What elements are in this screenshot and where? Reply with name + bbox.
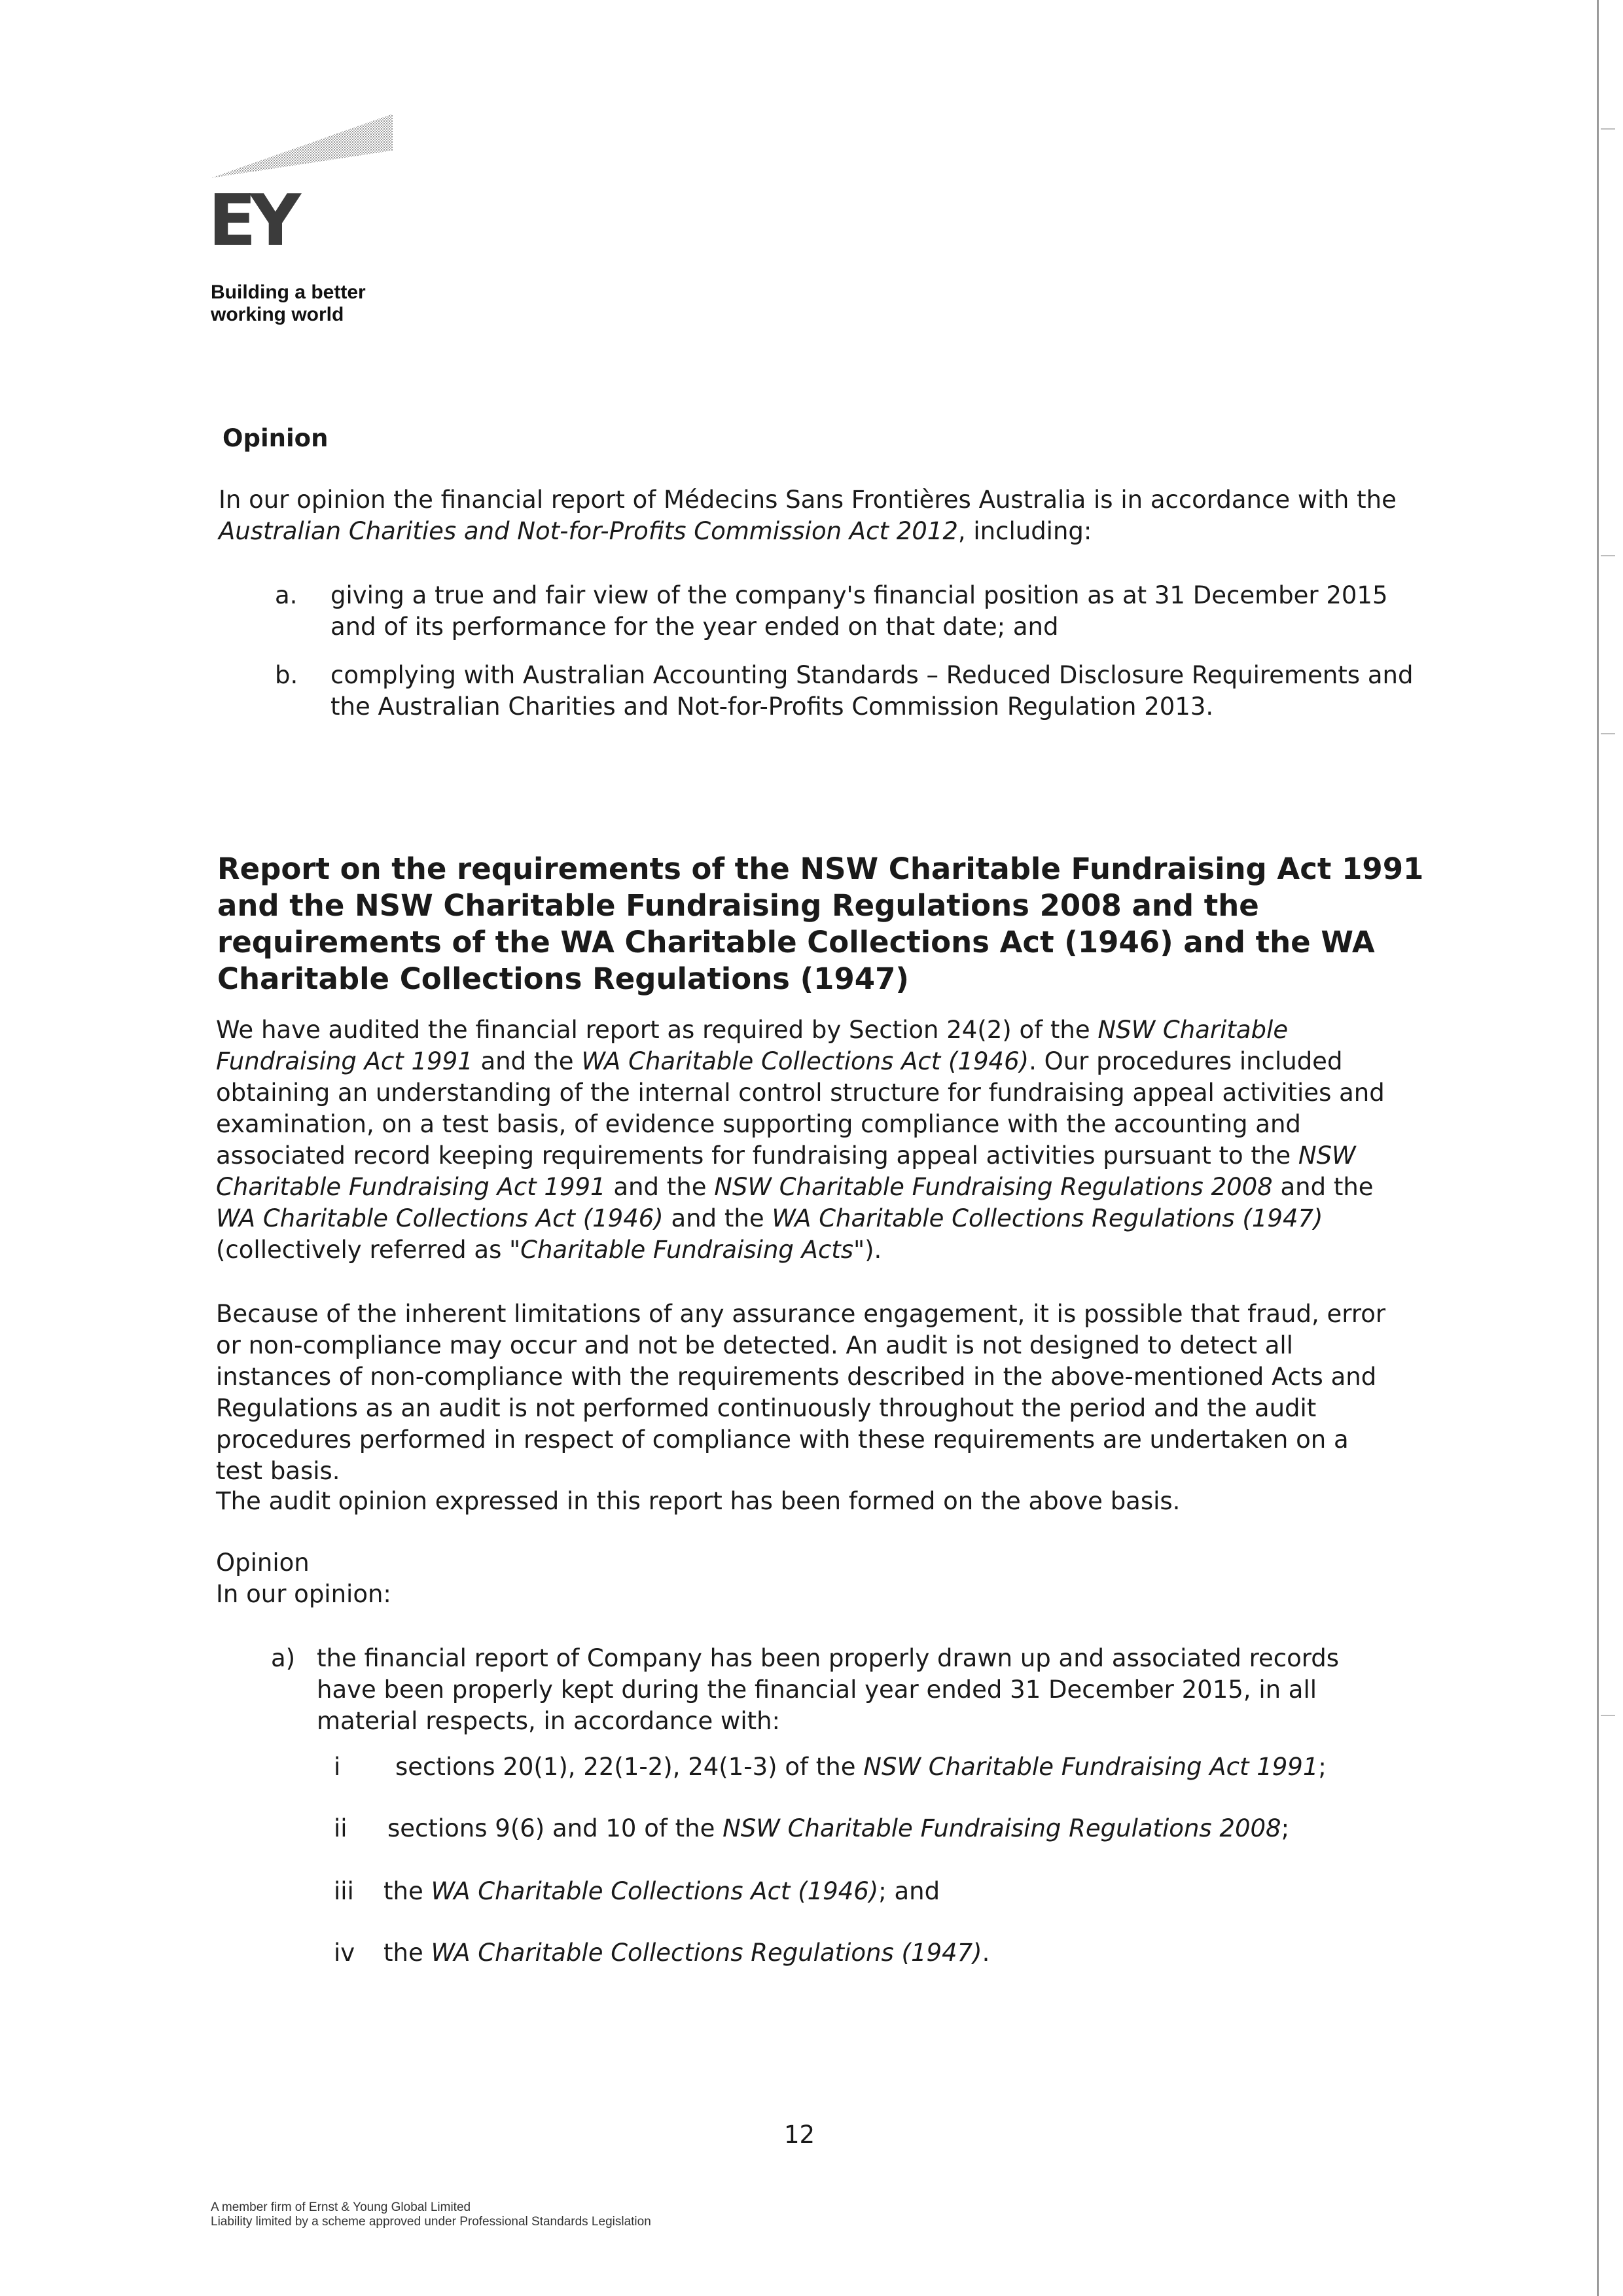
opinion-heading: Opinion bbox=[223, 424, 329, 452]
beam-icon bbox=[211, 110, 407, 188]
scan-edge-tick bbox=[1601, 733, 1615, 734]
document-page: EY Building a better working world Opinion In our opinion the financial report of Médecins Sans Frontières Australia is in accordance with the Australian Charities and Not-for-Profits Commission Act 2012, including: a. giving a true and fair view of the company's financial position as at 31 December 2015 and of its performance for the year ended on that date; and b. complying with Australian Accounting Standards – Reduced Disclosure Requirements and the Australian Charities and Not-for-Profits Commission Regulation 2013. Report on the requirements of the NSW Charitable Fundraising Act 1991 and the NSW Charitable Fundraising Regulations 2008 and the requirements of the WA Charitable Collections Act (1946) and the WA Charitable Collections Regulations (1947) We have audited the financial report as required by Section 24(2) of the NSW Charitable Fundraising Act 1991 and the WA Charitable Collections Act (1946). Our procedures included obtaining an understanding of the internal control structure for fundraising appeal activities and examination, on a test basis, of evidence supporting compliance with the accounting and associated record keeping requirements for fundraising appeal activities pursuant to the NSW Charitable Fundraising Act 1991 and the NSW Charitable Fundraising Regulations 2008 and the WA Charitable Collections Act (1946) and the WA Charitable Collections Regulations (1947)(collectively referred as "Charitable Fundraising Acts"). Because of the inherent limitations of any assurance engagement, it is possible that fraud, error or non-compliance may occur and not be detected. An audit is not designed to detect all instances of non-compliance with the requirements described in the above-mentioned Acts and Regulations as an audit is not performed continuously throughout the period and the audit procedures performed in respect of compliance with these requirements are undertaken on a test basis. The audit opinion expressed in this report has been formed on the above basis. Opinion In our opinion: a) the financial report of Company has been properly drawn up and associated records have been properly kept during the financial year ended 31 December 2015, in all material respects, in accordance with: i sections 20(1), 22(1-2), 24(1-3) of the NSW Charitable Fundraising Act 1991; ii sections 9(6) and 10 of the NSW Charitable Fundraising Regulations 2008; iii the WA Charitable Collections Act (1946); and iv the WA Charitable Collections Regulations (1947). 12 A member firm of Ernst & Young Global Limited Liability limited by a scheme approved under Professional Standards Legislation bbox=[0, 0, 1623, 2296]
scan-edge-tick bbox=[1601, 128, 1615, 130]
logo-tagline: Building a better working world bbox=[211, 281, 366, 325]
footer: A member firm of Ernst & Young Global Limited Liability limited by a scheme approved under Professional Standards Legislation bbox=[211, 2200, 651, 2229]
report-opinion-label: Opinion bbox=[216, 1549, 310, 1577]
scan-edge-tick bbox=[1601, 1715, 1615, 1716]
report-paragraph-1: We have audited the financial report as required by Section 24(2) of the NSW Charitable Fundraising Act 1991 and the WA Charitable Collections Act (1946). Our procedures included obtaining an understanding of the internal control structure for fundraising appeal activities and examination, on a test basis, of evidence supporting compliance with the accounting and associated record keeping requirements for fundraising appeal activities pursuant to the NSW Charitable Fundraising Act 1991 and the NSW Charitable Fundraising Regulations 2008 and the WA Charitable Collections Act (1946) and the WA Charitable Collections Regulations (1947)(collectively referred as "Charitable Fundraising Acts"). bbox=[216, 1016, 1385, 1264]
ey-logo bbox=[208, 110, 407, 332]
page-number: 12 bbox=[784, 2121, 815, 2149]
report-heading: Report on the requirements of the NSW Charitable Fundraising Act 1991 and the NSW Charitable Fundraising Regulations 2008 and the requirements of the WA Charitable Collections Act (1946) and the WA Charitable Collections Regulations (1947) bbox=[217, 852, 1424, 996]
scan-edge-line bbox=[1597, 0, 1599, 2296]
report-paragraph-3: The audit opinion expressed in this report has been formed on the above basis. bbox=[216, 1487, 1181, 1515]
report-opinion-intro: In our opinion: bbox=[216, 1580, 391, 1608]
ey-mark: EY bbox=[208, 180, 294, 262]
report-paragraph-2: Because of the inherent limitations of any assurance engagement, it is possible that fraud, error or non-compliance may occur and not be detected. An audit is not designed to detect all instances of non-compliance with the requirements described in the above-mentioned Acts and Regulations as an audit is not performed continuously throughout the period and the audit procedures performed in respect of compliance with these requirements are undertaken on a test basis. bbox=[216, 1300, 1386, 1485]
opinion-intro: In our opinion the financial report of Médecins Sans Frontières Australia is in accordance with the Australian Charities and Not-for-Profits Commission Act 2012, including: bbox=[219, 486, 1397, 545]
scan-edge-tick bbox=[1601, 555, 1615, 556]
